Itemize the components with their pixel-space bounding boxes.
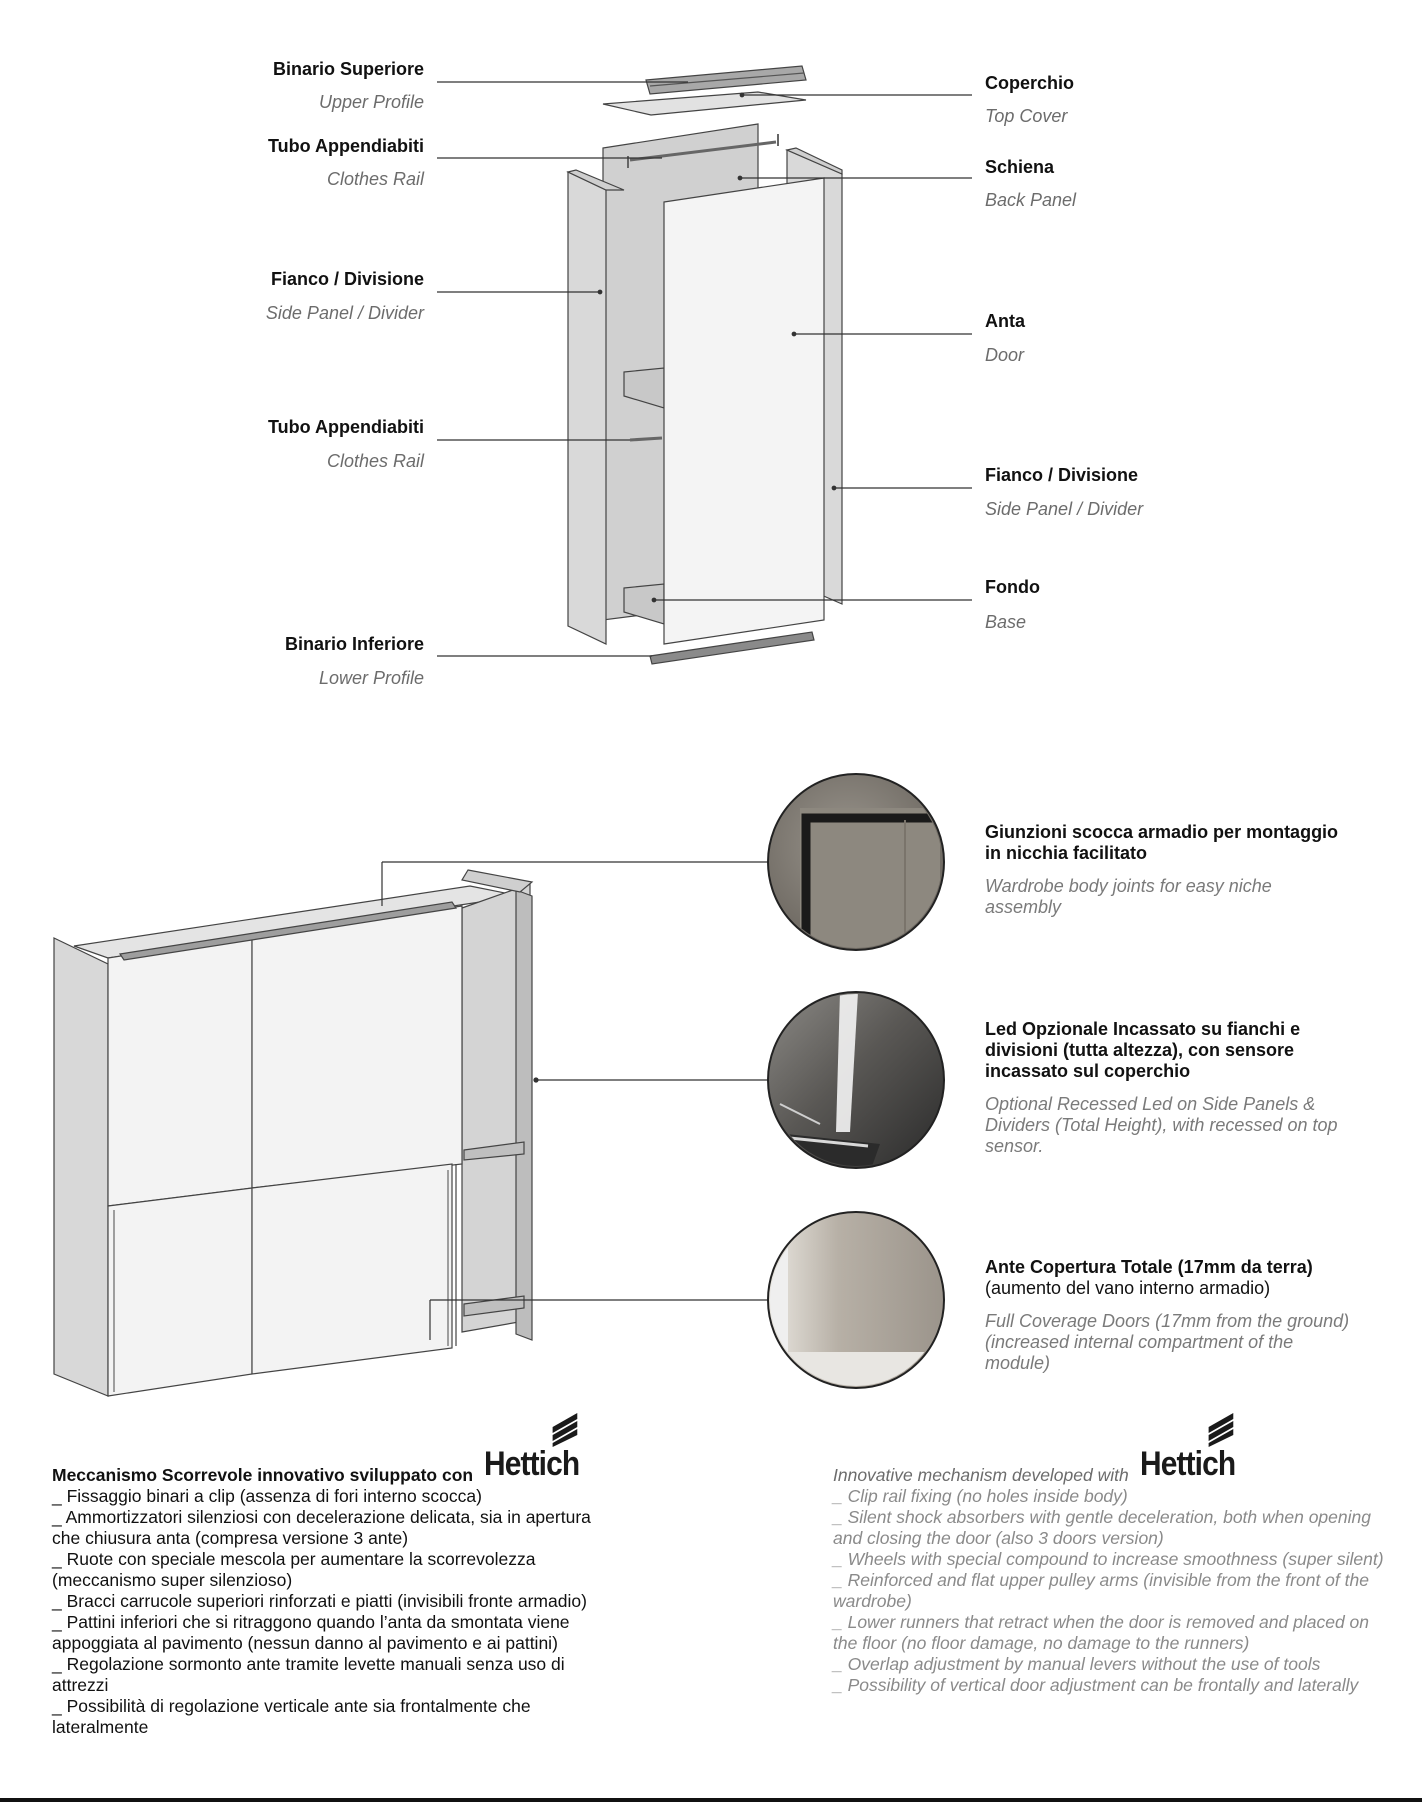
feature-led-title-1: Led Opzionale Incassato su fianchi e [985, 1019, 1301, 1039]
mechanism-it-line: _ Regolazione sormonto ante tramite levette manuali senza uso di [52, 1654, 565, 1674]
feature-doors-en-3: module) [985, 1353, 1051, 1373]
feature-led-title-2: divisioni (tutta altezza), con sensore [985, 1040, 1295, 1060]
mechanism-it-line: _ Ruote con speciale mescola per aumentare la scorrevolezza [52, 1549, 536, 1569]
mechanism-it-line: _ Fissaggio binari a clip (assenza di fori interno scocca) [52, 1486, 482, 1506]
feature-led-en-2: Dividers (Total Height), with recessed on top [985, 1115, 1338, 1135]
feature-led [985, 1019, 1365, 1157]
feature-doors-en-2: (increased internal compartment of the [985, 1332, 1294, 1352]
mechanism-en-line: _ Reinforced and flat upper pulley arms (invisible from the front of the [833, 1570, 1369, 1590]
mechanism-it-line: attrezzi [52, 1675, 109, 1695]
label-binario-superiore: Binario Superiore [272, 59, 424, 79]
base-part [624, 584, 664, 624]
feature-joints-en-2: assembly [985, 897, 1062, 917]
label-anta: Anta [985, 311, 1025, 331]
label-back-panel: Back Panel [985, 190, 1077, 210]
label-lower-profile: Lower Profile [318, 668, 424, 688]
feature-doors-title-1: Ante Copertura Totale (17mm da terra) [985, 1257, 1313, 1277]
mechanism-it-line: _ Pattini inferiori che si ritraggono quando l’anta da smontata viene [52, 1612, 570, 1632]
feature-doors-en-1: Full Coverage Doors (17mm from the ground) [985, 1311, 1350, 1331]
mechanism-en-line: _ Overlap adjustment by manual levers without the use of tools [833, 1654, 1321, 1674]
label-tubo-appendiabiti-1: Tubo Appendiabiti [268, 136, 424, 156]
mechanism-it-line: _ Possibilità di regolazione verticale ante sia frontalmente che [52, 1696, 531, 1716]
bottom-border-line [0, 1798, 1422, 1802]
mechanism-it-line: appoggiata al pavimento (nessun danno al pavimento e ai pattini) [52, 1633, 558, 1653]
mechanism-it-line: lateralmente [52, 1717, 149, 1737]
mechanism-en-line: _ Possibility of vertical door adjustment can be frontally and laterally [833, 1675, 1359, 1695]
label-upper-profile: Upper Profile [318, 92, 424, 112]
label-side-panel-right: Side Panel / Divider [985, 499, 1144, 519]
label-clothes-rail-1: Clothes Rail [326, 169, 424, 189]
door-part [664, 178, 824, 644]
mechanism-it-lines [52, 1486, 672, 1738]
hettich-logo-stripes-icon [1207, 1413, 1235, 1447]
clothes-rail-2-part [630, 438, 662, 440]
mechanism-en-line: _ Lower runners that retract when the door is removed and placed on [833, 1612, 1370, 1632]
mechanism-en-line: _ Silent shock absorbers with gentle deceleration, both when opening [833, 1507, 1371, 1527]
label-base: Base [985, 612, 1027, 632]
exploded-wardrobe-diagram [0, 0, 1422, 720]
feature-joints-title-1: Giunzioni scocca armadio per montaggio [985, 822, 1339, 842]
hettich-logo-en [1139, 1445, 1235, 1483]
label-top-cover: Top Cover [985, 106, 1068, 126]
feature-joints [985, 822, 1365, 918]
hettich-logo-it [483, 1445, 580, 1483]
label-fianco-divisione-right: Fianco / Divisione [985, 465, 1139, 485]
feature-doors [985, 1257, 1385, 1374]
label-fondo: Fondo [985, 577, 1040, 597]
feature-joints-en-1: Wardrobe body joints for easy niche [985, 876, 1272, 896]
label-tubo-appendiabiti-2: Tubo Appendiabiti [268, 417, 424, 437]
detail-circle-led [768, 992, 944, 1172]
label-binario-inferiore: Binario Inferiore [284, 634, 424, 654]
feature-doors-sub-1: (aumento del vano interno armadio) [985, 1278, 1271, 1298]
label-door: Door [985, 345, 1025, 365]
mechanism-it-line: _ Bracci carrucole superiori rinforzati e piatti (invisibili fronte armadio) [52, 1591, 587, 1611]
detail-circle-doors [768, 1212, 948, 1392]
mechanism-it-heading: Meccanismo Scorrevole innovativo sviluppato con [52, 1465, 474, 1485]
hettich-logo-text-en: Hettich [1139, 1445, 1235, 1483]
label-clothes-rail-2: Clothes Rail [326, 451, 424, 471]
label-fianco-divisione-left: Fianco / Divisione [270, 269, 424, 289]
feature-joints-title-2: in nicchia facilitato [985, 843, 1148, 863]
mechanism-en-line: and closing the door (also 3 doors version) [833, 1528, 1164, 1548]
mechanism-en-lines [833, 1486, 1413, 1696]
mechanism-it-line: _ Ammortizzatori silenziosi con decelerazione delicata, sia in apertura [52, 1507, 591, 1527]
mechanism-en-line: _ Wheels with special compound to increase smoothness (super silent) [833, 1549, 1384, 1569]
left-side-panel-part [568, 172, 606, 644]
label-side-panel-left: Side Panel / Divider [265, 303, 424, 323]
detail-circle-joints [768, 774, 944, 972]
feature-led-en-1: Optional Recessed Led on Side Panels & [985, 1094, 1316, 1114]
feature-led-title-3: incassato sul coperchio [985, 1061, 1191, 1081]
mechanism-it-line: (meccanismo super silenzioso) [52, 1570, 293, 1590]
mechanism-en-line: wardrobe) [833, 1591, 912, 1611]
feature-led-en-3: sensor. [985, 1136, 1044, 1156]
mechanism-en-line: the floor (no floor damage, no damage to the runners) [833, 1633, 1250, 1653]
mechanism-en-line: _ Clip rail fixing (no holes inside body) [833, 1486, 1128, 1506]
label-schiena: Schiena [985, 157, 1055, 177]
mechanism-it-block [52, 1444, 672, 1738]
label-coperchio: Coperchio [985, 73, 1075, 93]
mechanism-en-block [833, 1444, 1413, 1696]
mechanism-en-heading: Innovative mechanism developed with [833, 1465, 1129, 1485]
hettich-logo-text-it: Hettich [483, 1445, 580, 1483]
hettich-logo-stripes-icon [551, 1413, 579, 1447]
mechanism-it-line: che chiusura anta (compresa versione 3 ante) [52, 1528, 409, 1548]
